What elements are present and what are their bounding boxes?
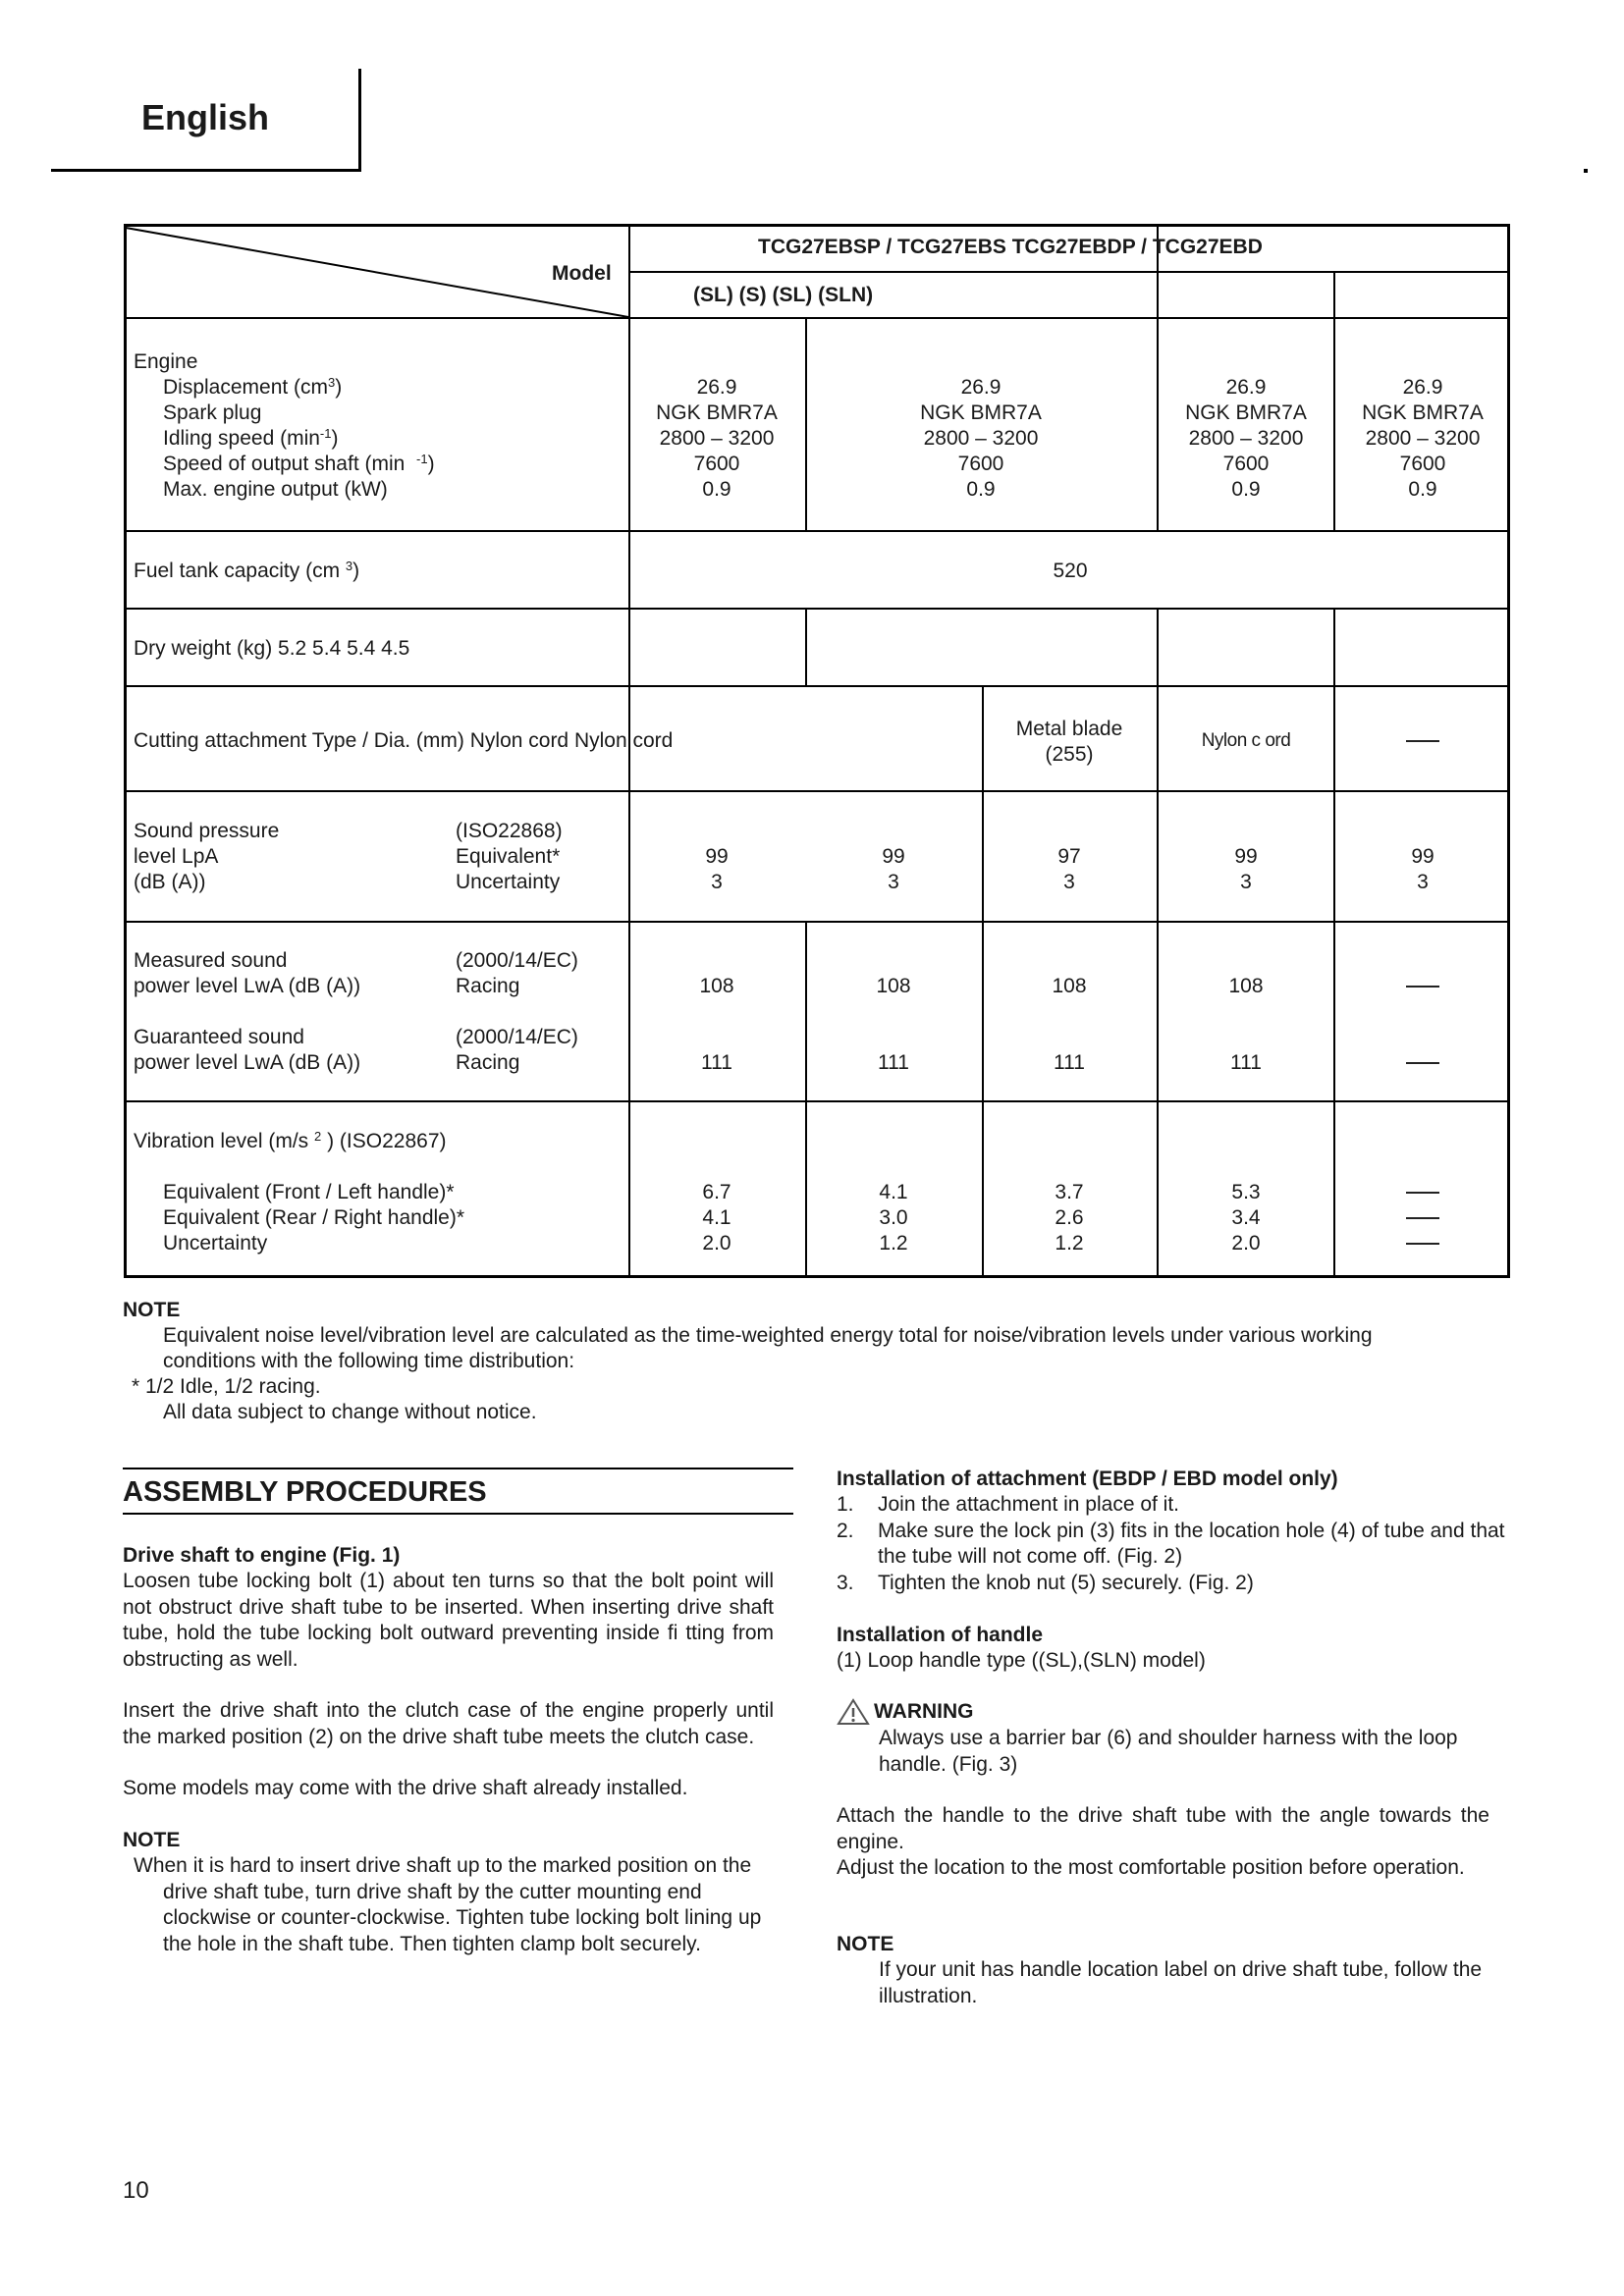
drive-note-text: When it is hard to insert drive shaft up to the marked position on the drive shaft tube, turn drive shaft by the cutter mounting end clockwise or counter-clockwise. Tighten tube locking bolt lining up the hole in the shaft tube. Then tighten clamp bolt securely. [134,1854,762,1955]
engine-value: 7600 [1222,453,1270,475]
table-note-line: Equivalent noise level/vibration level are calculated as the time-weighted energy total for noise/vibration levels under various working [163,1324,1373,1347]
superscript: 3 [345,559,353,573]
drive-heading: Drive shaft to engine (Fig. 1) [123,1544,401,1567]
step-number: 2. [837,1519,854,1542]
label-line: (dB (A)) [134,871,206,893]
fuel-label [134,559,359,584]
handle-item: (1) Loop handle type ((SL),(SLN) model) [837,1649,1206,1672]
engine-value: 2800 – 3200 [659,427,775,450]
cutting-label: Cutting attachment Type / Dia. (mm) Nylon cord Nylon cord [134,729,674,752]
dash-mark [1406,1062,1439,1064]
sp-value: 99 [1234,845,1258,868]
rule-h [124,790,1510,792]
warning-text: Always use a barrier bar (6) and shoulder harness with the loop handle. (Fig. 3) [879,1727,1458,1776]
drive-paragraph-1: Loosen tube locking bolt (1) about ten turns so that the bolt point will not obstruct drive shaft tube to be inserted. When inserting drive shaft tube, hold the tube locking bolt outward preventing inside fi tting from obstructing as well. [123,1570,774,1671]
guaranteed-value: 111 [1054,1051,1085,1074]
dry-weight-label: Dry weight (kg) 5.2 5.4 5.4 4.5 [134,637,410,660]
rule-h [124,1100,1510,1102]
vib-col-2 [805,1180,982,1256]
table-note-line: All data subject to change without notice. [163,1401,537,1423]
measured-std [456,948,578,999]
sp-value: 3 [888,871,899,893]
superscript: 2 [314,1129,322,1144]
sp-col-2 [805,844,982,895]
table-note-line: * 1/2 Idle, 1/2 racing. [132,1375,321,1398]
engine-value: NGK BMR7A [920,401,1042,424]
label-line: Measured sound [134,949,288,972]
vib-value: 6.7 [702,1181,731,1203]
vib-value: 2.0 [702,1232,731,1255]
vib-value: 1.2 [879,1232,908,1255]
table-note-heading: NOTE [123,1299,181,1321]
model-label: Model [552,262,612,285]
engine-value: 0.9 [1408,478,1437,501]
vib-value: 5.3 [1231,1181,1261,1203]
superscript: 3 [328,375,336,390]
drive-note-heading: NOTE [123,1829,181,1851]
drive-paragraph-3: Some models may come with the drive shaft already installed. [123,1777,688,1799]
label-line: (ISO22868) [456,820,563,842]
rule-v [1157,608,1159,1278]
step-text: Tighten the knob nut (5) securely. (Fig. 2) [878,1571,1254,1594]
label-line: Racing [456,1051,520,1074]
sound-pressure-std [456,819,563,895]
section-rule-bottom [123,1513,793,1515]
engine-value: 7600 [1399,453,1446,475]
guaranteed-std [456,1025,578,1076]
sp-value: 3 [711,871,723,893]
measured-value: 108 [876,975,911,997]
engine-value: 7600 [957,453,1004,475]
dash-mark [1406,1217,1439,1219]
label-line: Equivalent (Rear / Right handle)* [163,1206,465,1229]
vib-value: 4.1 [702,1206,731,1229]
cutting-col-4: Nylon c ord [1201,730,1291,751]
engine-col-4 [1335,375,1510,503]
step-number: 3. [837,1571,854,1594]
dash-mark-row [1335,1205,1510,1231]
engine-row: Max. engine output (kW) [163,478,388,501]
label-line: Racing [456,975,520,997]
engine-value: 2800 – 3200 [923,427,1039,450]
sp-value: 3 [1063,871,1075,893]
vib-value: 3.4 [1231,1206,1261,1229]
engine-row-label: Speed of output shaft (min [163,453,406,475]
sp-value: 99 [1411,845,1435,868]
step-text: Join the attachment in place of it. [878,1493,1180,1516]
sp-col-5 [1335,844,1510,895]
vibration-title-text: Vibration level (m/s [134,1130,315,1152]
step-text: Make sure the lock pin (3) fits in the location hole (4) of tube and that the tube will not come off. (Fig. 2) [878,1519,1505,1568]
label-line: (2000/14/EC) [456,1026,578,1048]
sp-value: 97 [1057,845,1081,868]
engine-value: 0.9 [966,478,996,501]
section-rule-top [123,1468,793,1469]
measured-label [134,948,360,999]
rule-h [628,271,1510,273]
engine-value: 2800 – 3200 [1365,427,1481,450]
warning-icon [837,1698,870,1726]
label-line: Uncertainty [163,1232,268,1255]
sp-col-3 [982,844,1157,895]
vib-col-1 [628,1180,805,1256]
attachment-heading: Installation of attachment (EBDP / EBD model only) [837,1468,1338,1490]
engine-value: 7600 [693,453,740,475]
label-line: Equivalent (Front / Left handle)* [163,1181,455,1203]
vib-col-4 [1159,1180,1333,1256]
vib-col-3 [982,1180,1157,1256]
label-line: Sound pressure [134,820,280,842]
sp-col-1 [628,844,805,895]
sp-value: 3 [1417,871,1429,893]
engine-value: NGK BMR7A [656,401,778,424]
guaranteed-dash [1335,1050,1510,1076]
engine-value: 26.9 [1225,376,1267,399]
rule-v [805,608,807,685]
sp-value: 99 [705,845,729,868]
close-paren: ) [352,560,360,582]
engine-value: 0.9 [702,478,731,501]
engine-col-2 [805,375,1157,503]
label-line: level LpA [134,845,219,868]
vib-value: 2.0 [1231,1232,1261,1255]
page-number: 10 [123,2177,149,2204]
vibration-rows [163,1180,464,1256]
engine-label: Engine [134,350,198,373]
label-line: power level LwA (dB (A)) [134,975,361,997]
close-paren: ) [331,427,339,450]
label-line: Equivalent* [456,845,561,868]
sp-value: 99 [882,845,905,868]
rule-v [1333,608,1335,1278]
handle-note-text: If your unit has handle location label on drive shaft tube, follow the illustration. [879,1958,1483,2007]
dash-mark-row [1335,1180,1510,1205]
engine-value: NGK BMR7A [1362,401,1484,424]
engine-value: NGK BMR7A [1185,401,1307,424]
sp-col-4 [1159,844,1333,895]
dash-mark [1406,1192,1439,1194]
engine-row-label: Displacement (cm [163,376,329,399]
drive-paragraph-2: Insert the drive shaft into the clutch case of the engine properly until the marked position (2) on the drive shaft tube meets the clutch case. [123,1699,774,1748]
attachment-steps [837,1492,1514,1596]
label-line: Guaranteed sound [134,1026,304,1048]
table-note-line: conditions with the following time distribution: [163,1350,575,1372]
vib-value: 3.0 [879,1206,908,1229]
rule-h [124,608,1510,610]
close-paren: ) [335,376,343,399]
guaranteed-value: 111 [701,1051,732,1074]
measured-dash [1335,974,1510,999]
handle-paragraph-2: Adjust the location to the most comfortable position before operation. [837,1856,1465,1879]
model-codes: (SL) (S) (SL) (SLN) [693,284,874,306]
warning-row [837,1698,974,1726]
engine-value: 0.9 [1231,478,1261,501]
measured-value: 108 [699,975,734,997]
handle-paragraph-1: Attach the handle to the drive shaft tube with the angle towards the engine. [837,1804,1489,1853]
attachment-step [837,1519,1514,1571]
attachment-step [837,1492,1514,1519]
cutting-col-3 [982,717,1157,768]
vib-value: 2.6 [1055,1206,1084,1229]
dash-mark [1406,740,1439,742]
fuel-value: 520 [1053,560,1088,582]
label-line: (2000/14/EC) [456,949,578,972]
model-names: TCG27EBSP / TCG27EBS TCG27EBDP / TCG27EBD [758,236,1263,258]
engine-row [163,375,342,400]
engine-value: 2800 – 3200 [1188,427,1304,450]
guaranteed-value: 111 [1230,1051,1262,1074]
sound-pressure-label [134,819,279,895]
handle-note-heading: NOTE [837,1933,894,1955]
guaranteed-label [134,1025,360,1076]
sp-value: 3 [1240,871,1252,893]
engine-row-label: Idling speed (min [163,427,320,450]
warning-label: WARNING [874,1700,974,1723]
cutting-value: Metal blade [1015,718,1123,740]
vib-value: 3.7 [1055,1181,1084,1203]
close-paren: ) [427,453,435,475]
rule-h [124,921,1510,923]
rule-h [124,530,1510,532]
handle-heading: Installation of handle [837,1624,1044,1646]
attachment-step [837,1571,1514,1597]
engine-value: 26.9 [960,376,1001,399]
dash-mark-row [1335,1231,1510,1256]
vibration-title [134,1129,447,1154]
dash-mark [1406,986,1439,988]
assembly-title: ASSEMBLY PROCEDURES [123,1476,487,1508]
vibration-title-end: ) (ISO22867) [321,1130,447,1152]
engine-row [163,452,435,477]
measured-value: 108 [1228,975,1264,997]
measured-value: 108 [1052,975,1087,997]
engine-row [163,426,338,452]
dash-mark [1406,1243,1439,1245]
guaranteed-value: 111 [878,1051,909,1074]
superscript: -1 [416,452,428,466]
cutting-value: (255) [1045,743,1094,766]
cutting-col-5 [1335,728,1510,754]
engine-col-1 [628,375,805,503]
engine-value: 26.9 [696,376,737,399]
label-line: power level LwA (dB (A)) [134,1051,361,1074]
engine-value: 26.9 [1402,376,1443,399]
engine-row: Spark plug [163,401,262,424]
label-line: Uncertainty [456,871,561,893]
rule-h [124,685,1510,687]
engine-col-3 [1159,375,1333,503]
vib-col-5 [1335,1180,1510,1256]
step-number: 1. [837,1493,854,1516]
language-label: English [141,97,270,137]
vib-value: 1.2 [1055,1232,1084,1255]
vib-value: 4.1 [879,1181,908,1203]
superscript: -1 [319,426,332,441]
fuel-label-text: Fuel tank capacity (cm [134,560,346,582]
